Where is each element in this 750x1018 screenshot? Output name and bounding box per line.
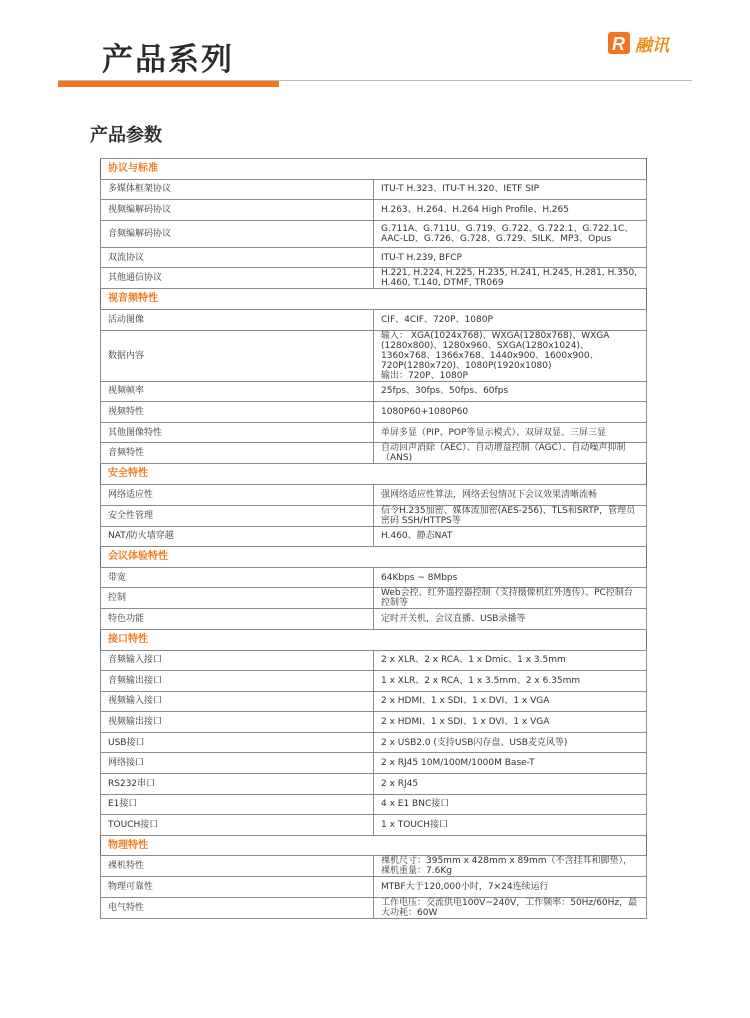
table-row	[101, 877, 647, 898]
table-row	[101, 691, 647, 712]
spec-value: H.460、静态NAT	[374, 526, 647, 547]
spec-value: 工作电压：交流供电100V~240V，工作频率：50Hz/60Hz，最大功耗：60W	[374, 898, 647, 919]
spec-table	[100, 158, 647, 919]
group-title: 会议体验特性	[101, 547, 647, 568]
spec-value: 强网络适应性算法，网络丢包情况下会议效果清晰流畅	[374, 484, 647, 505]
spec-key: E1接口	[101, 794, 374, 815]
spec-value	[374, 330, 647, 381]
spec-key: 音频输入接口	[101, 650, 374, 671]
table-row	[101, 402, 647, 423]
spec-key: 音频编解码协议	[101, 220, 374, 247]
table-row	[101, 815, 647, 836]
spec-value: 2 x RJ45 10M/100M/1000M Base-T	[374, 753, 647, 774]
spec-key: 网络适应性	[101, 484, 374, 505]
table-row	[101, 794, 647, 815]
table-row	[101, 671, 647, 692]
group-header-row	[101, 835, 647, 856]
spec-key: 音频输出接口	[101, 671, 374, 692]
spec-key: 视频帧率	[101, 381, 374, 402]
spec-key: USB接口	[101, 732, 374, 753]
brand-logo	[606, 28, 669, 58]
table-row	[101, 753, 647, 774]
table-row	[101, 443, 647, 464]
spec-key: NAT/防火墙穿越	[101, 526, 374, 547]
logo-text: 融讯	[635, 35, 669, 56]
table-row	[101, 712, 647, 733]
group-title: 安全特性	[101, 464, 647, 485]
spec-value: 裸机尺寸：395mm x 428mm x 89mm（不含挂耳和脚垫），裸机重量：7.6Kg	[374, 856, 647, 877]
table-row	[101, 179, 647, 200]
spec-value: ITU-T H.323、ITU-T H.320、IETF SIP	[374, 179, 647, 200]
spec-key: 视频编解码协议	[101, 200, 374, 221]
table-row	[101, 774, 647, 795]
spec-value: H.221, H.224, H.225, H.235, H.241, H.245, H.281, H.350, H.460, T.140, DTMF, TR069	[374, 268, 647, 289]
header-accent-bar	[58, 81, 279, 87]
table-row	[101, 650, 647, 671]
group-title: 接口特性	[101, 629, 647, 650]
spec-value: 4 x E1 BNC接口	[374, 794, 647, 815]
spec-value: 自动回声消除（AEC）、自动增益控制（AGC）、自动噪声抑制（ANS)	[374, 443, 647, 464]
spec-value: 64Kbps ~ 8Mbps	[374, 567, 647, 588]
table-row	[101, 381, 647, 402]
table-row	[101, 609, 647, 630]
spec-key: 其他图像特性	[101, 422, 374, 443]
spec-value: 1080P60+1080P60	[374, 402, 647, 423]
spec-value: MTBF大于120,000小时，7×24连续运行	[374, 877, 647, 898]
spec-key: 音频特性	[101, 443, 374, 464]
spec-key: 电气特性	[101, 898, 374, 919]
table-row	[101, 422, 647, 443]
spec-key: 双流协议	[101, 247, 374, 268]
spec-key: 视频特性	[101, 402, 374, 423]
spec-key: 数据内容	[101, 330, 374, 381]
page-title: 产品系列	[102, 42, 234, 78]
table-row	[101, 484, 647, 505]
table-row	[101, 898, 647, 919]
spec-value: G.711A、G.711U、G.719、G.722、G.722.1、G.722.1C、AAC-LD、G.726、G.728、G.729、SILK、MP3、Opus	[374, 220, 647, 247]
spec-value: Web会控、红外遥控器控制（支持摄像机红外透传）、PC控制台控制等	[374, 588, 647, 609]
spec-key: TOUCH接口	[101, 815, 374, 836]
spec-key: 活动图像	[101, 309, 374, 330]
table-row	[101, 856, 647, 877]
spec-key: 控制	[101, 588, 374, 609]
spec-key: 带宽	[101, 567, 374, 588]
spec-value: CIF、4CIF、720P、1080P	[374, 309, 647, 330]
spec-value: 定时开关机，会议直播、USB录播等	[374, 609, 647, 630]
table-row	[101, 588, 647, 609]
spec-value: 2 x XLR、2 x RCA、1 x Dmic、1 x 3.5mm	[374, 650, 647, 671]
spec-value: 信令H.235加密、媒体流加密(AES-256)、TLS和SRTP，管理员密码 SSH/HTTPS等	[374, 505, 647, 526]
r-logo-icon	[606, 30, 632, 56]
table-row	[101, 220, 647, 247]
table-row	[101, 309, 647, 330]
spec-value: 单屏多显（PIP、POP等显示模式）、双屏双显、三屏三显	[374, 422, 647, 443]
spec-value: 1 x TOUCH接口	[374, 815, 647, 836]
spec-value: ITU-T H.239, BFCP	[374, 247, 647, 268]
group-title: 视音频特性	[101, 289, 647, 310]
spec-value-line: 1360x768、1366x768、1440x900、1600x900、720P(1280x720)、1080P(1920x1080)	[381, 350, 599, 371]
group-header-row	[101, 464, 647, 485]
table-row	[101, 247, 647, 268]
table-row	[101, 200, 647, 221]
spec-key: 物理可靠性	[101, 877, 374, 898]
section-title: 产品参数	[90, 125, 162, 146]
spec-value: 2 x USB2.0 (支持USB闪存盘、USB麦克风等)	[374, 732, 647, 753]
spec-value: 1 x XLR、2 x RCA、1 x 3.5mm、2 x 6.35mm	[374, 671, 647, 692]
spec-key: 视频输出接口	[101, 712, 374, 733]
table-row	[101, 526, 647, 547]
spec-key: 视频输入接口	[101, 691, 374, 712]
spec-value-line: 输出：720P、1080P	[381, 370, 468, 381]
group-header-row	[101, 159, 647, 180]
group-title: 物理特性	[101, 835, 647, 856]
group-header-row	[101, 289, 647, 310]
table-row	[101, 505, 647, 526]
spec-value: 2 x RJ45	[374, 774, 647, 795]
group-title: 协议与标准	[101, 159, 647, 180]
group-header-row	[101, 629, 647, 650]
spec-key: RS232串口	[101, 774, 374, 795]
spec-key: 裸机特性	[101, 856, 374, 877]
spec-key: 安全性管理	[101, 505, 374, 526]
table-row	[101, 330, 647, 381]
spec-key: 其他通信协议	[101, 268, 374, 289]
spec-key: 多媒体框架协议	[101, 179, 374, 200]
spec-key: 网络接口	[101, 753, 374, 774]
spec-value: 2 x HDMI、1 x SDI、1 x DVI、1 x VGA	[374, 691, 647, 712]
spec-value: 25fps、30fps、50fps、60fps	[374, 381, 647, 402]
spec-value: H.263、H.264、H.264 High Profile、H.265	[374, 200, 647, 221]
table-row	[101, 567, 647, 588]
spec-key: 特色功能	[101, 609, 374, 630]
svg-text:R: R	[612, 34, 625, 54]
group-header-row	[101, 547, 647, 568]
spec-value: 2 x HDMI、1 x SDI、1 x DVI、1 x VGA	[374, 712, 647, 733]
table-row	[101, 732, 647, 753]
spec-value-line: 输入： XGA(1024x768)、WXGA(1280x768)、WXGA (1280x800)、1280x960、SXGA(1280x1024)、	[381, 330, 610, 351]
table-row	[101, 268, 647, 289]
